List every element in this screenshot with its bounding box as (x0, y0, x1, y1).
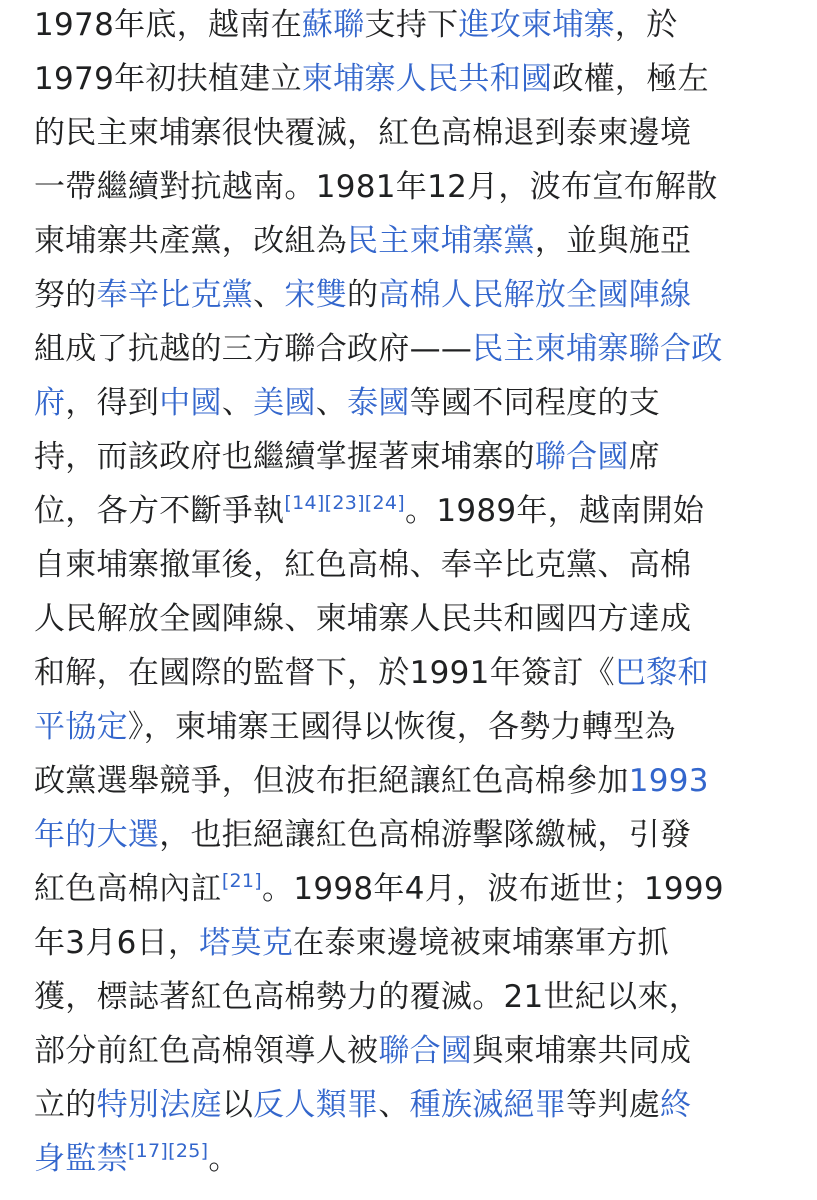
body-text: 政黨選舉競爭，但波布拒絕讓紅色高棉參加 (34, 763, 629, 799)
body-text: 持，而該政府也繼續掌握著柬埔寨的 (34, 439, 535, 475)
wiki-link[interactable]: 年的大選 (34, 817, 160, 853)
text-line (34, 538, 691, 592)
body-text: 》，柬埔寨王國得以恢復，各勢力轉型為 (127, 709, 676, 745)
body-text: 部分前紅色高棉領導人被 (34, 1033, 379, 1069)
text-line (34, 808, 691, 862)
body-text: 的民主柬埔寨很快覆滅，紅色高棉退到泰柬邊境 (34, 115, 692, 151)
citation-ref-link[interactable]: [21] (221, 870, 263, 892)
body-text: 在泰柬邊境被柬埔寨軍方抓 (293, 925, 669, 961)
text-line (34, 214, 691, 268)
body-text: 、 (378, 1087, 410, 1123)
body-text: ，也拒絕讓紅色高棉游擊隊繳械，引發 (159, 817, 692, 853)
body-text: 紅色高棉內訌 (34, 871, 222, 907)
wiki-link[interactable]: 奉辛比克黨 (96, 277, 254, 313)
body-text: 人民解放全國陣線、柬埔寨人民共和國四方達成 (34, 601, 692, 637)
wiki-link[interactable]: 平協定 (34, 709, 128, 745)
body-text: 位，各方不斷爭執 (34, 493, 285, 529)
wiki-link[interactable]: 宋雙 (284, 277, 348, 313)
text-line (34, 52, 709, 106)
body-text: 。1998年4月，波布逝世；1999 (262, 871, 724, 907)
wiki-link[interactable]: 蘇聯 (301, 7, 365, 43)
wiki-link[interactable]: 民主柬埔寨黨 (347, 223, 535, 259)
text-line (34, 970, 700, 1024)
body-text: 1978年底，越南在 (34, 7, 302, 43)
body-text: ，於 (614, 7, 678, 43)
body-text: 、 (253, 277, 285, 313)
body-text: 政權，極左 (552, 61, 709, 97)
text-line (34, 160, 718, 214)
text-line (34, 1132, 240, 1186)
text-line (34, 268, 691, 322)
wiki-link[interactable]: 泰國 (347, 385, 410, 421)
text-line (34, 106, 691, 160)
body-text: 和解，在國際的監督下，於1991年簽訂《 (34, 655, 615, 691)
body-text: 努的 (34, 277, 97, 313)
text-line (34, 862, 724, 916)
body-text: 立的 (34, 1087, 97, 1123)
body-text: 年3月6日， (34, 925, 200, 961)
text-line (34, 322, 723, 376)
body-text: 、 (315, 385, 348, 421)
wiki-link[interactable]: 民主柬埔寨聯合政 (472, 331, 723, 367)
wiki-link[interactable]: 高棉人民解放全國陣線 (378, 277, 692, 313)
body-text: 獲，標誌著紅色高棉勢力的覆滅。21世紀以來， (34, 979, 701, 1015)
wiki-link[interactable]: 1993 (628, 763, 709, 799)
text-line (34, 484, 704, 538)
wiki-link[interactable]: 府 (34, 385, 66, 421)
wiki-link[interactable]: 中國 (159, 385, 222, 421)
body-text: 柬埔寨共產黨，改組為 (34, 223, 347, 259)
body-text: 支持下 (364, 7, 459, 43)
wiki-link[interactable]: 美國 (253, 385, 316, 421)
wiki-link[interactable]: 終 (660, 1087, 692, 1123)
body-text: 。 (208, 1141, 240, 1177)
text-line (34, 430, 660, 484)
wiki-link[interactable]: 身監禁 (34, 1141, 128, 1177)
body-text: 、 (221, 385, 254, 421)
citation-ref-link[interactable]: [17][25] (127, 1140, 209, 1162)
wiki-link[interactable]: 聯合國 (378, 1033, 473, 1069)
body-text: 席 (628, 439, 661, 475)
text-line (34, 376, 660, 430)
body-text: 組成了抗越的三方聯合政府—— (34, 331, 473, 367)
wiki-link[interactable]: 柬埔寨人民共和國 (301, 61, 553, 97)
text-line (34, 0, 678, 52)
text-line (34, 754, 709, 808)
body-text: 的 (347, 277, 379, 313)
body-text: 以 (221, 1087, 254, 1123)
body-text: 與柬埔寨共同成 (472, 1033, 692, 1069)
body-text: 等判處 (566, 1087, 661, 1123)
text-line (34, 700, 676, 754)
wiki-link[interactable]: 反人類罪 (253, 1087, 379, 1123)
body-text: 等國不同程度的支 (409, 385, 661, 421)
body-text: ，並與施亞 (534, 223, 692, 259)
text-line (34, 592, 691, 646)
text-line (34, 646, 709, 700)
wiki-link[interactable]: 種族滅絕罪 (409, 1087, 567, 1123)
text-line (34, 916, 669, 970)
wiki-link[interactable]: 特別法庭 (96, 1087, 222, 1123)
wiki-link[interactable]: 進攻柬埔寨 (458, 7, 615, 43)
body-text: 一帶繼續對抗越南。1981年12月，波布宣布解散 (34, 169, 718, 205)
body-text: 。1989年，越南開始 (405, 493, 705, 529)
body-text: ，得到 (65, 385, 160, 421)
citation-ref-link[interactable]: [14][23][24] (284, 492, 406, 514)
wiki-link[interactable]: 塔莫克 (199, 925, 294, 961)
text-line (34, 1024, 691, 1078)
wiki-link[interactable]: 巴黎和 (614, 655, 709, 691)
text-line (34, 1078, 691, 1132)
wiki-link[interactable]: 聯合國 (534, 439, 629, 475)
body-text: 1979年初扶植建立 (34, 61, 302, 97)
body-text: 自柬埔寨撤軍後，紅色高棉、奉辛比克黨、高棉 (34, 547, 692, 583)
